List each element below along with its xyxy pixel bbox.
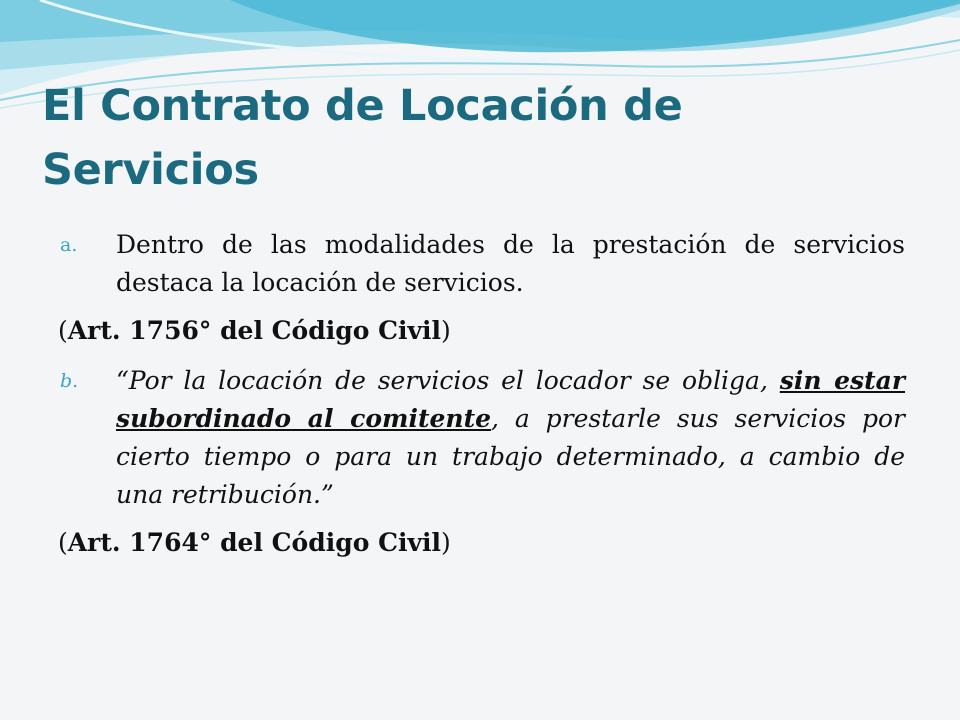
list-item-a <box>60 226 905 302</box>
title-line-1: El Contrato de Locación de <box>42 81 683 131</box>
list-marker: b. <box>60 370 79 392</box>
slide-body <box>60 226 905 574</box>
list-item-b <box>60 362 905 514</box>
title-line-2: Servicios <box>42 145 259 195</box>
slide-title <box>42 74 922 202</box>
list-marker: a. <box>60 234 78 256</box>
ref-close-paren: ) <box>440 528 451 557</box>
ref-open-paren: ( <box>58 316 68 345</box>
quote-emphasis: sin estar subordinado al comitente <box>116 366 905 433</box>
quote-text-before: “Por la locación de servicios el locador se obliga, <box>116 366 780 395</box>
ref-close-paren: ) <box>440 316 451 345</box>
ref-text: Art. 1756° del Código Civil <box>67 316 441 345</box>
legal-reference <box>58 312 905 350</box>
list-item-text: Dentro de las modalidades de la prestación de servicios destaca la locación de servicios. <box>116 230 905 297</box>
legal-reference <box>58 524 905 562</box>
quote-text-after: , a prestarle sus servicios por cierto tiempo o para un trabajo determinado, a cambio de una retribución.” <box>116 404 905 509</box>
ref-open-paren: ( <box>58 528 68 557</box>
ref-text: Art. 1764° del Código Civil <box>67 528 441 557</box>
